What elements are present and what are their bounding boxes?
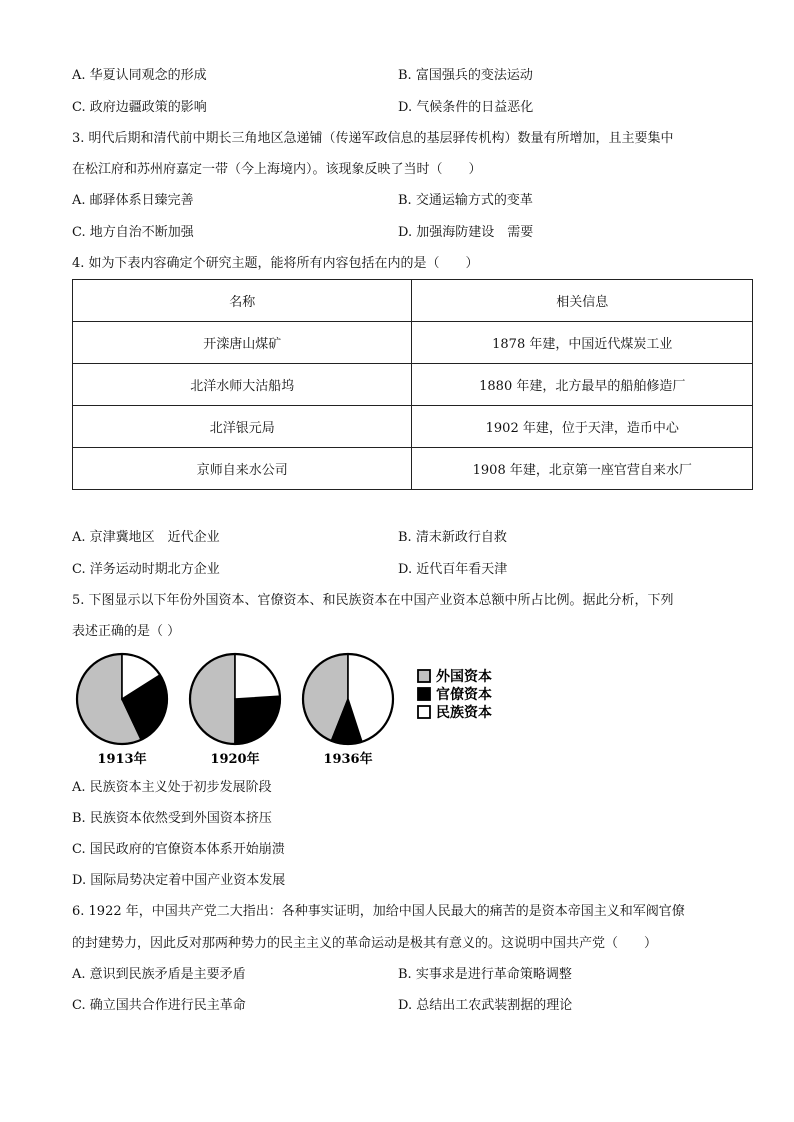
- q6-stem-line1: 6. 1922 年，中国共产党二大指出：各种事实证明，加给中国人民最大的痛苦的是资本帝国主义和军阀官僚: [72, 904, 685, 919]
- q5-stem-line2: 表述正确的是（ ）: [72, 624, 181, 639]
- legend-label: 外国资本: [436, 669, 492, 685]
- capital-pie-charts: [72, 652, 512, 768]
- q5-stem-line1: 5. 下图显示以下年份外国资本、官僚资本、和民族资本在中国产业资本总额中所占比例。据此分析，下列: [72, 593, 674, 608]
- table-cell: 北洋水师大沽船坞: [73, 364, 412, 406]
- legend-swatch: [418, 670, 430, 682]
- q5-option-a: A. 民族资本主义处于初步发展阶段: [72, 780, 272, 795]
- q5-option-d: D. 国际局势决定着中国产业资本发展: [72, 873, 286, 888]
- q2-option-a: A. 华夏认同观念的形成: [72, 68, 207, 83]
- q3-option-b: B. 交通运输方式的变革: [398, 193, 533, 208]
- q4-option-d: D. 近代百年看天津: [398, 562, 508, 577]
- table-header-row: [73, 280, 753, 322]
- table-row: [73, 322, 753, 364]
- q2-option-c: C. 政府边疆政策的影响: [72, 100, 207, 115]
- table-row: [73, 364, 753, 406]
- q3-option-d: D. 加强海防建设 需要: [398, 225, 534, 240]
- q5-option-b: B. 民族资本依然受到外国资本挤压: [72, 811, 272, 826]
- q4-option-a: A. 京津冀地区 近代企业: [72, 530, 220, 545]
- q5-option-c: C. 国民政府的官僚资本体系开始崩溃: [72, 842, 285, 857]
- pie-legend: [418, 668, 492, 721]
- table-cell: 1878 年建，中国近代煤炭工业: [412, 322, 753, 364]
- q3-option-a: A. 邮驿体系日臻完善: [72, 193, 194, 208]
- table-cell: 开滦唐山煤矿: [73, 322, 412, 364]
- pie-slice-2-1: [190, 654, 235, 744]
- pie-chart-figure: [72, 652, 512, 768]
- pie-year-label: 1936年: [323, 752, 373, 767]
- q3-stem-line1: 3. 明代后期和清代前中期长三角地区急递铺（传递军政信息的基层驿传机构）数量有所增加，且主要集中: [72, 131, 674, 146]
- q6-option-b: B. 实事求是进行革命策略调整: [398, 967, 572, 982]
- table-cell: 1902 年建，位于天津，造币中心: [412, 406, 753, 448]
- table-cell: 北洋银元局: [73, 406, 412, 448]
- header-name: 名称: [73, 280, 412, 322]
- table-cell: 1908 年建，北京第一座官营自来水厂: [412, 448, 753, 490]
- pie-3: [303, 654, 393, 767]
- table-row: [73, 448, 753, 490]
- q3-stem-line2: 在松江府和苏州府嘉定一带（今上海境内）。该现象反映了当时（ ）: [72, 162, 482, 177]
- q4-option-b: B. 清末新政行自救: [398, 530, 507, 545]
- q6-option-c: C. 确立国共合作进行民主革命: [72, 998, 246, 1013]
- legend-swatch: [418, 706, 430, 718]
- q6-option-a: A. 意识到民族矛盾是主要矛盾: [72, 967, 246, 982]
- q2-option-b: B. 富国强兵的变法运动: [398, 68, 533, 83]
- q3-option-c: C. 地方自治不断加强: [72, 225, 194, 240]
- legend-swatch: [418, 688, 430, 700]
- header-info: 相关信息: [412, 280, 753, 322]
- pie-2: [190, 654, 280, 767]
- q6-stem-line2: 的封建势力，因此反对那两种势力的民主主义的革命运动是极其有意义的。这说明中国共产党（ ）: [72, 936, 658, 951]
- legend-label: 官僚资本: [436, 687, 492, 703]
- pie-1: [77, 654, 167, 767]
- pie-year-label: 1913年: [97, 752, 147, 767]
- q4-info-table: [72, 279, 753, 490]
- table-row: [73, 406, 753, 448]
- q4-stem: 4. 如为下表内容确定个研究主题，能将所有内容包括在内的是（ ）: [72, 256, 479, 271]
- q4-option-c: C. 洋务运动时期北方企业: [72, 562, 220, 577]
- table-cell: 1880 年建，北方最早的船舶修造厂: [412, 364, 753, 406]
- table-cell: 京师自来水公司: [73, 448, 412, 490]
- legend-label: 民族资本: [436, 705, 492, 721]
- pie-year-label: 1920年: [210, 752, 260, 767]
- q6-option-d: D. 总结出工农武装割据的理论: [398, 998, 573, 1013]
- q2-option-d: D. 气候条件的日益恶化: [398, 100, 534, 115]
